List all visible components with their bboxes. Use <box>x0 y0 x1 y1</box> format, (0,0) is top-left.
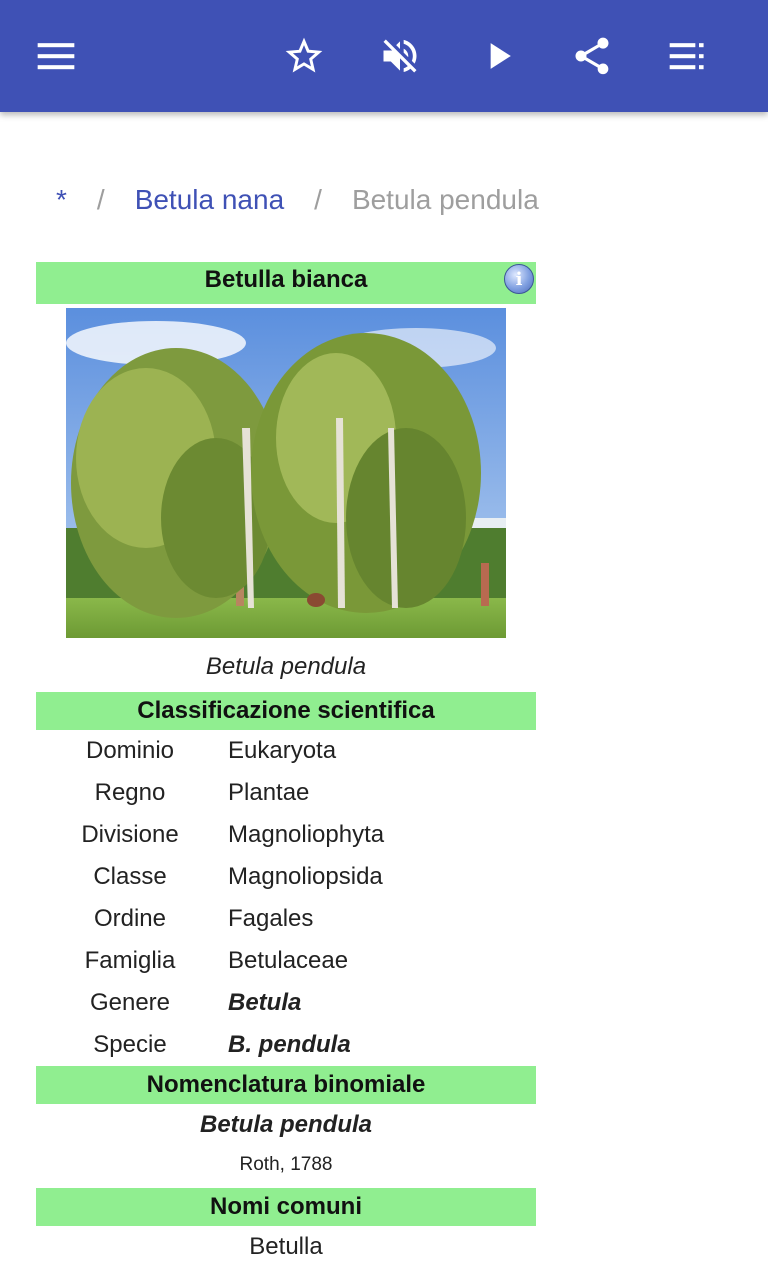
info-icon[interactable]: i <box>504 264 534 294</box>
taxobox-title: Betulla bianca <box>204 266 368 293</box>
table-row <box>36 730 536 772</box>
table-row <box>36 898 536 940</box>
taxobox <box>36 262 536 1268</box>
taxonomy-value[interactable]: Fagales <box>228 905 314 932</box>
contents-button[interactable] <box>656 24 720 88</box>
common-names-header: Nomi comuni <box>36 1188 536 1226</box>
taxonomy-value: B. pendula <box>228 1031 351 1058</box>
breadcrumb-parent-link[interactable]: Betula nana <box>134 184 285 215</box>
share-icon <box>570 34 614 78</box>
taxonomy-value[interactable]: Plantae <box>228 779 310 806</box>
taxonomy-rank: Specie <box>93 1031 167 1058</box>
taxonomy-rank: Famiglia <box>84 947 176 974</box>
taxonomy-rank: Regno <box>94 779 166 806</box>
table-row <box>36 940 536 982</box>
taxonomy-rank: Dominio <box>85 737 175 764</box>
taxonomy-rank: Classe <box>93 863 167 890</box>
classification-header: Classificazione scientifica <box>36 692 536 730</box>
play-button[interactable] <box>466 24 530 88</box>
binomial-author: Roth, 1788 <box>239 1154 333 1175</box>
volume-off-icon <box>378 34 422 78</box>
taxonomy-value[interactable]: Magnoliopsida <box>228 863 383 890</box>
taxonomy-table <box>36 730 536 1066</box>
breadcrumb-current: Betula pendula <box>351 184 539 215</box>
image-caption: Betula pendula <box>205 653 367 680</box>
taxonomy-rank: Divisione <box>81 821 179 848</box>
table-row <box>36 856 536 898</box>
breadcrumb <box>56 180 539 220</box>
table-row <box>36 814 536 856</box>
taxonomy-value: Betula <box>228 989 302 1016</box>
table-row <box>36 1024 536 1066</box>
taxonomy-rank: Genere <box>89 989 171 1016</box>
common-name: Betulla <box>249 1233 323 1260</box>
star-outline-icon <box>282 34 326 78</box>
app-bar <box>0 0 768 112</box>
mute-button[interactable] <box>368 24 432 88</box>
taxonomy-rank: Ordine <box>93 905 167 932</box>
share-button[interactable] <box>560 24 624 88</box>
favorite-button[interactable] <box>272 24 336 88</box>
table-row <box>36 772 536 814</box>
taxonomy-value[interactable]: Magnoliophyta <box>228 821 385 848</box>
menu-button[interactable] <box>24 24 88 88</box>
menu-icon <box>34 34 78 78</box>
taxonomy-value[interactable]: Eukaryota <box>228 737 337 764</box>
play-icon <box>476 34 520 78</box>
binomial-header: Nomenclatura binomiale <box>36 1066 536 1104</box>
table-row <box>36 982 536 1024</box>
binomial-name: Betula pendula <box>199 1111 373 1138</box>
birch-tree-photo[interactable] <box>66 308 506 638</box>
breadcrumb-separator: / <box>96 184 105 215</box>
breadcrumb-root-link[interactable]: * <box>56 184 67 215</box>
breadcrumb-separator: / <box>314 184 322 215</box>
taxonomy-value[interactable]: Betulaceae <box>228 947 349 974</box>
playlist-icon <box>666 34 710 78</box>
taxobox-title-header <box>36 262 536 304</box>
